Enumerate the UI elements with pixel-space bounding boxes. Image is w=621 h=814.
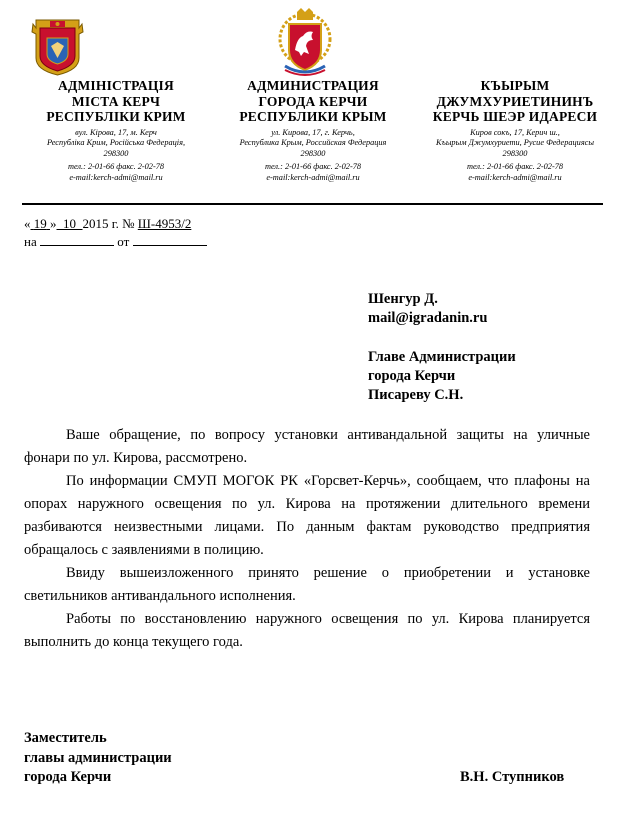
email-line: e-mail:kerch-admi@mail.ru	[266, 172, 360, 182]
letter-body	[24, 424, 590, 654]
recipient-name: Шенгур Д.	[368, 291, 438, 307]
address-line: вул. Кірова, 17, м. Керч	[75, 127, 157, 137]
recipient-block	[368, 290, 487, 328]
email-line: e-mail:kerch-admi@mail.ru	[468, 172, 562, 182]
header-left	[18, 78, 214, 183]
org-title-line: МІСТА КЕРЧ	[71, 93, 161, 109]
reference-line	[24, 233, 207, 250]
address-line: Киров сокъ, 17, Керич ш.,	[470, 127, 560, 137]
org-title-line: ДЖУМХУРИЕТИНИНЪ	[436, 93, 594, 109]
copy-line: Писареву С.Н.	[368, 387, 464, 403]
header-center	[215, 78, 411, 183]
address-line: 298300	[502, 148, 528, 158]
crimea-coat-of-arms-icon	[275, 6, 335, 80]
org-title-line: КЕРЧЬ ШЕЭР ИДАРЕСИ	[432, 109, 598, 124]
copy-line: Главе Администрации	[368, 349, 516, 365]
body-paragraph: По информации СМУП МОГОК РК «Горсвет-Керчь», сообщаем, что плафоны на опорах наружного освещения по ул. Кирова на протяжении длительного времени разбиваются неизвестными лицами. По данным фактам руководство предприятия обращалось с заявлениями в полицию.	[24, 473, 590, 558]
signature-position	[24, 729, 172, 788]
address-line: 298300	[300, 148, 326, 158]
phone-line: тел.: 2-01-66 факс. 2-02-78	[466, 162, 564, 171]
body-paragraph: Ваше обращение, по вопросу установки антивандальной защиты на уличные фонари по ул. Кирова, рассмотрено.	[24, 427, 590, 466]
signature-line: Заместитель	[24, 730, 107, 746]
address-line: Республика Крым, Российская Федерация	[239, 138, 387, 147]
address-line: ул. Кирова, 17, г. Керчь,	[271, 127, 355, 137]
org-title-line: РЕСПУБЛІКИ КРИМ	[46, 109, 186, 124]
reg-month: 10	[63, 216, 76, 231]
registration-line: « 19 » 10 2015 г. № Ш-4953/2	[24, 216, 192, 231]
phone-line: тел.: 2-01-66 факс. 2-02-78	[264, 162, 362, 171]
org-title-line: АДМИНИСТРАЦИЯ	[247, 78, 379, 93]
reg-number-label: №	[122, 216, 135, 231]
header-divider	[22, 203, 603, 205]
reg-year: 2015 г.	[82, 216, 119, 231]
org-title-line: КЪЫРЫМ	[480, 78, 550, 93]
recipient-email: mail@igradanin.ru	[368, 310, 488, 326]
signatory-name: В.Н. Ступников	[460, 769, 565, 785]
org-title-line: ГОРОДА КЕРЧИ	[258, 93, 368, 109]
body-paragraph: Работы по восстановлению наружного освещения по ул. Кирова планируется выполнить до конца текущего года.	[24, 611, 590, 650]
body-paragraph: Ввиду вышеизложенного принято решение о приобретении и установке светильников антивандального исполнения.	[24, 565, 590, 604]
phone-line: тел.: 2-01-66 факс. 2-02-78	[67, 162, 165, 171]
reg-day: 19	[33, 216, 47, 231]
signature-line: города Керчи	[24, 769, 112, 785]
org-title-line: АДМІНІСТРАЦІЯ	[58, 78, 174, 93]
address-line: 298300	[103, 148, 129, 158]
signature-line: главы администрации	[24, 749, 172, 766]
reg-number: Ш-4953/2	[137, 216, 192, 231]
email-line: e-mail:kerch-admi@mail.ru	[69, 172, 163, 182]
address-line: Къырым Джумхуриети, Русие Федерациясы	[436, 138, 594, 147]
ref-prefix: на	[24, 234, 37, 249]
copy-recipient-block	[368, 348, 516, 405]
address-line: Республіка Крим, Російська Федерація,	[46, 138, 186, 147]
header-right	[417, 78, 613, 183]
ref-from: от	[117, 234, 130, 249]
copy-line: города Керчи	[368, 368, 456, 384]
kerch-coat-of-arms-icon	[30, 18, 85, 76]
org-title-line: РЕСПУБЛИКИ КРЫМ	[239, 109, 387, 124]
